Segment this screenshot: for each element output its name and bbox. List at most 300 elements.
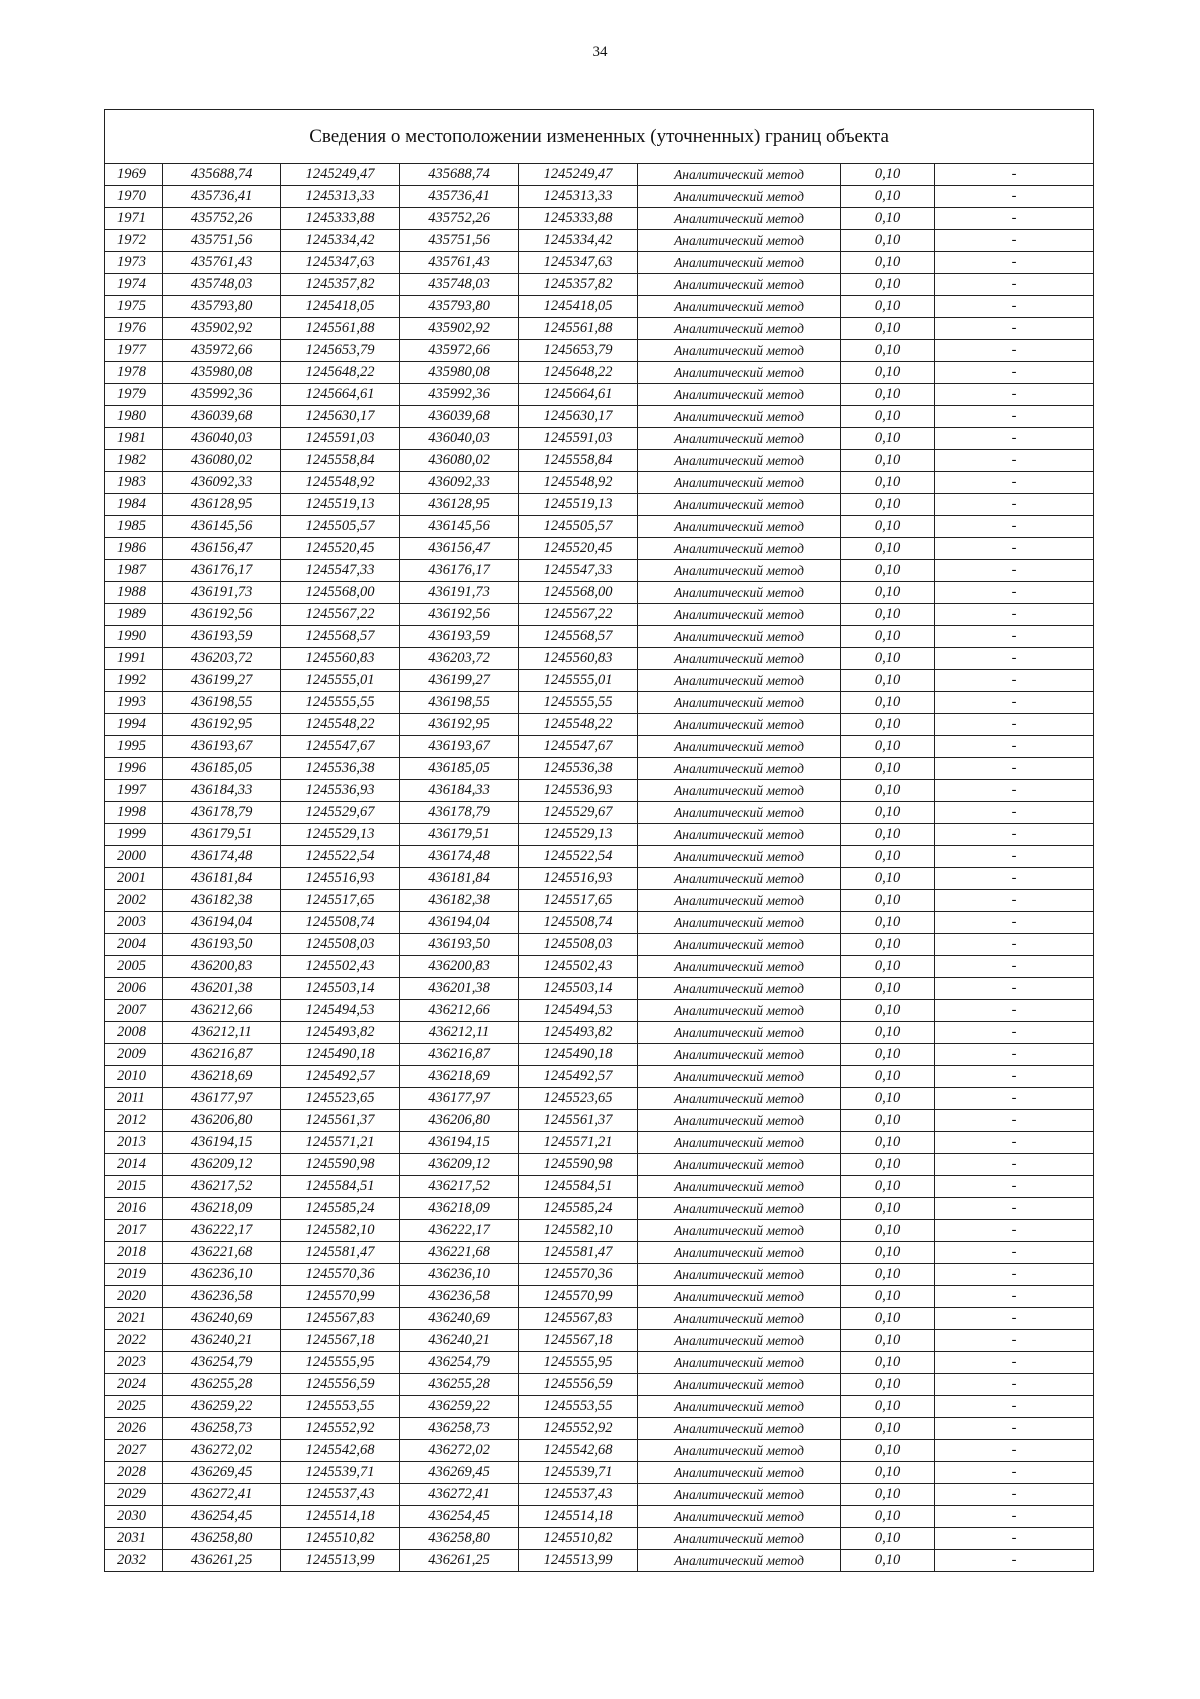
cell-note: - [935,1198,1094,1220]
cell-y-old: 1245548,22 [281,714,400,736]
cell-x-old: 435972,66 [163,340,281,362]
cell-method: Аналитический метод [638,252,841,274]
table-row [105,1264,1094,1286]
cell-note: - [935,1330,1094,1352]
cell-precision: 0,10 [841,780,935,802]
cell-y-old: 1245492,57 [281,1066,400,1088]
cell-y-old: 1245542,68 [281,1440,400,1462]
table-row [105,1308,1094,1330]
cell-precision: 0,10 [841,428,935,450]
cell-point-number: 2021 [105,1308,163,1330]
table-row [105,1396,1094,1418]
cell-note: - [935,802,1094,824]
page-number: 34 [592,44,608,60]
cell-y-old: 1245547,33 [281,560,400,582]
cell-precision: 0,10 [841,802,935,824]
cell-point-number: 2028 [105,1462,163,1484]
cell-x-new: 436222,17 [400,1220,519,1242]
cell-note: - [935,1132,1094,1154]
cell-precision: 0,10 [841,626,935,648]
cell-precision: 0,10 [841,1308,935,1330]
cell-x-old: 436200,83 [163,956,281,978]
table-row [105,1154,1094,1176]
cell-method: Аналитический метод [638,1506,841,1528]
cell-method: Аналитический метод [638,1242,841,1264]
table-row [105,450,1094,472]
cell-point-number: 2008 [105,1022,163,1044]
cell-precision: 0,10 [841,1110,935,1132]
cell-precision: 0,10 [841,1506,935,1528]
cell-point-number: 2012 [105,1110,163,1132]
cell-y-new: 1245536,93 [519,780,638,802]
table-row [105,1088,1094,1110]
cell-method: Аналитический метод [638,538,841,560]
cell-precision: 0,10 [841,472,935,494]
cell-y-new: 1245558,84 [519,450,638,472]
cell-precision: 0,10 [841,1176,935,1198]
cell-y-old: 1245537,43 [281,1484,400,1506]
cell-x-old: 436217,52 [163,1176,281,1198]
table-row [105,1440,1094,1462]
cell-precision: 0,10 [841,186,935,208]
cell-x-old: 436259,22 [163,1396,281,1418]
cell-point-number: 1998 [105,802,163,824]
cell-precision: 0,10 [841,406,935,428]
cell-point-number: 1972 [105,230,163,252]
cell-x-old: 436206,80 [163,1110,281,1132]
cell-x-old: 436272,41 [163,1484,281,1506]
cell-x-new: 436218,69 [400,1066,519,1088]
cell-precision: 0,10 [841,978,935,1000]
table-row [105,1528,1094,1550]
cell-x-old: 436209,12 [163,1154,281,1176]
table-row [105,208,1094,230]
cell-method: Аналитический метод [638,604,841,626]
cell-precision: 0,10 [841,1484,935,1506]
cell-precision: 0,10 [841,1374,935,1396]
cell-precision: 0,10 [841,494,935,516]
cell-method: Аналитический метод [638,1286,841,1308]
cell-note: - [935,1308,1094,1330]
cell-x-old: 436212,11 [163,1022,281,1044]
cell-x-new: 436272,41 [400,1484,519,1506]
cell-x-new: 436185,05 [400,758,519,780]
cell-y-old: 1245555,95 [281,1352,400,1374]
cell-y-new: 1245567,22 [519,604,638,626]
cell-x-old: 436236,58 [163,1286,281,1308]
cell-method: Аналитический метод [638,934,841,956]
cell-x-old: 436191,73 [163,582,281,604]
cell-precision: 0,10 [841,670,935,692]
table-row [105,1374,1094,1396]
cell-x-old: 435761,43 [163,252,281,274]
table-row [105,868,1094,890]
cell-x-old: 436178,79 [163,802,281,824]
cell-note: - [935,1462,1094,1484]
table-row [105,780,1094,802]
cell-method: Аналитический метод [638,692,841,714]
cell-note: - [935,758,1094,780]
cell-point-number: 2026 [105,1418,163,1440]
cell-y-old: 1245591,03 [281,428,400,450]
cell-note: - [935,274,1094,296]
cell-precision: 0,10 [841,1132,935,1154]
cell-y-old: 1245529,13 [281,824,400,846]
cell-point-number: 1974 [105,274,163,296]
cell-y-new: 1245493,82 [519,1022,638,1044]
table-row [105,1286,1094,1308]
cell-precision: 0,10 [841,758,935,780]
cell-precision: 0,10 [841,362,935,384]
cell-precision: 0,10 [841,340,935,362]
table-row [105,1462,1094,1484]
cell-method: Аналитический метод [638,1220,841,1242]
cell-note: - [935,362,1094,384]
table-row [105,934,1094,956]
cell-x-new: 436240,21 [400,1330,519,1352]
cell-y-new: 1245503,14 [519,978,638,1000]
cell-x-new: 436258,73 [400,1418,519,1440]
cell-point-number: 2022 [105,1330,163,1352]
cell-y-old: 1245555,55 [281,692,400,714]
cell-y-old: 1245567,83 [281,1308,400,1330]
table-row [105,1550,1094,1572]
cell-x-new: 435752,26 [400,208,519,230]
cell-method: Аналитический метод [638,428,841,450]
cell-x-new: 436178,79 [400,802,519,824]
cell-x-new: 435688,74 [400,164,519,186]
cell-x-old: 436039,68 [163,406,281,428]
cell-y-new: 1245571,21 [519,1132,638,1154]
table-row [105,560,1094,582]
cell-x-new: 436261,25 [400,1550,519,1572]
cell-point-number: 1990 [105,626,163,648]
cell-method: Аналитический метод [638,802,841,824]
cell-point-number: 2018 [105,1242,163,1264]
cell-method: Аналитический метод [638,1132,841,1154]
cell-x-old: 436174,48 [163,846,281,868]
cell-method: Аналитический метод [638,1308,841,1330]
cell-x-old: 435793,80 [163,296,281,318]
cell-point-number: 1992 [105,670,163,692]
table-row [105,1352,1094,1374]
cell-method: Аналитический метод [638,450,841,472]
cell-x-new: 436039,68 [400,406,519,428]
cell-point-number: 2009 [105,1044,163,1066]
cell-y-new: 1245568,00 [519,582,638,604]
cell-x-old: 436192,56 [163,604,281,626]
cell-y-old: 1245490,18 [281,1044,400,1066]
cell-method: Аналитический метод [638,978,841,1000]
cell-y-old: 1245552,92 [281,1418,400,1440]
cell-precision: 0,10 [841,1418,935,1440]
cell-note: - [935,494,1094,516]
cell-y-new: 1245513,99 [519,1550,638,1572]
cell-precision: 0,10 [841,824,935,846]
cell-method: Аналитический метод [638,1352,841,1374]
cell-point-number: 1984 [105,494,163,516]
cell-note: - [935,912,1094,934]
cell-y-new: 1245517,65 [519,890,638,912]
cell-note: - [935,1088,1094,1110]
cell-x-new: 436080,02 [400,450,519,472]
cell-note: - [935,450,1094,472]
cell-x-old: 436261,25 [163,1550,281,1572]
cell-note: - [935,252,1094,274]
cell-method: Аналитический метод [638,890,841,912]
cell-note: - [935,230,1094,252]
cell-point-number: 1971 [105,208,163,230]
cell-y-old: 1245508,74 [281,912,400,934]
cell-precision: 0,10 [841,296,935,318]
cell-y-old: 1245561,37 [281,1110,400,1132]
cell-method: Аналитический метод [638,164,841,186]
cell-y-new: 1245664,61 [519,384,638,406]
cell-precision: 0,10 [841,538,935,560]
cell-note: - [935,186,1094,208]
cell-y-new: 1245585,24 [519,1198,638,1220]
cell-x-new: 435980,08 [400,362,519,384]
table-row [105,1044,1094,1066]
cell-point-number: 1987 [105,560,163,582]
cell-method: Аналитический метод [638,1484,841,1506]
cell-precision: 0,10 [841,164,935,186]
cell-note: - [935,1110,1094,1132]
cell-y-new: 1245539,71 [519,1462,638,1484]
cell-method: Аналитический метод [638,780,841,802]
cell-y-new: 1245505,57 [519,516,638,538]
cell-method: Аналитический метод [638,186,841,208]
cell-x-old: 436258,73 [163,1418,281,1440]
cell-method: Аналитический метод [638,560,841,582]
cell-note: - [935,1352,1094,1374]
cell-y-old: 1245510,82 [281,1528,400,1550]
cell-y-new: 1245570,36 [519,1264,638,1286]
cell-note: - [935,604,1094,626]
cell-x-new: 436198,55 [400,692,519,714]
cell-precision: 0,10 [841,560,935,582]
cell-y-old: 1245503,14 [281,978,400,1000]
cell-point-number: 1979 [105,384,163,406]
cell-y-new: 1245556,59 [519,1374,638,1396]
cell-note: - [935,384,1094,406]
table-row [105,1484,1094,1506]
cell-y-new: 1245418,05 [519,296,638,318]
cell-y-new: 1245570,99 [519,1286,638,1308]
cell-x-new: 436193,50 [400,934,519,956]
cell-y-new: 1245582,10 [519,1220,638,1242]
cell-point-number: 1985 [105,516,163,538]
cell-x-new: 436212,11 [400,1022,519,1044]
cell-method: Аналитический метод [638,230,841,252]
cell-note: - [935,1528,1094,1550]
table-row [105,692,1094,714]
cell-precision: 0,10 [841,1330,935,1352]
cell-point-number: 2005 [105,956,163,978]
cell-note: - [935,978,1094,1000]
cell-y-old: 1245334,42 [281,230,400,252]
table-row [105,714,1094,736]
cell-note: - [935,1242,1094,1264]
cell-x-old: 435688,74 [163,164,281,186]
cell-y-old: 1245555,01 [281,670,400,692]
cell-x-new: 436206,80 [400,1110,519,1132]
cell-precision: 0,10 [841,1462,935,1484]
cell-y-old: 1245585,24 [281,1198,400,1220]
cell-x-new: 436254,45 [400,1506,519,1528]
cell-y-new: 1245567,83 [519,1308,638,1330]
table-row [105,1022,1094,1044]
cell-y-old: 1245502,43 [281,956,400,978]
cell-x-old: 436192,95 [163,714,281,736]
cell-x-new: 436176,17 [400,560,519,582]
cell-note: - [935,1506,1094,1528]
cell-x-new: 436181,84 [400,868,519,890]
cell-x-old: 436216,87 [163,1044,281,1066]
cell-precision: 0,10 [841,516,935,538]
cell-point-number: 1975 [105,296,163,318]
cell-method: Аналитический метод [638,1462,841,1484]
cell-y-old: 1245648,22 [281,362,400,384]
cell-y-old: 1245519,13 [281,494,400,516]
cell-x-old: 436181,84 [163,868,281,890]
cell-y-old: 1245347,63 [281,252,400,274]
cell-x-new: 436221,68 [400,1242,519,1264]
cell-point-number: 2010 [105,1066,163,1088]
cell-note: - [935,428,1094,450]
cell-y-new: 1245584,51 [519,1176,638,1198]
cell-note: - [935,1440,1094,1462]
cell-x-new: 435902,92 [400,318,519,340]
table-row [105,1330,1094,1352]
cell-y-old: 1245547,67 [281,736,400,758]
cell-x-old: 436145,56 [163,516,281,538]
cell-note: - [935,340,1094,362]
cell-y-old: 1245333,88 [281,208,400,230]
cell-precision: 0,10 [841,274,935,296]
cell-note: - [935,560,1094,582]
table-row [105,824,1094,846]
cell-point-number: 2030 [105,1506,163,1528]
cell-precision: 0,10 [841,912,935,934]
cell-point-number: 2000 [105,846,163,868]
cell-y-old: 1245548,92 [281,472,400,494]
cell-x-new: 436194,15 [400,1132,519,1154]
cell-y-old: 1245567,22 [281,604,400,626]
cell-precision: 0,10 [841,604,935,626]
cell-point-number: 2002 [105,890,163,912]
cell-y-new: 1245508,03 [519,934,638,956]
cell-method: Аналитический метод [638,1176,841,1198]
cell-x-old: 436254,45 [163,1506,281,1528]
cell-y-new: 1245630,17 [519,406,638,428]
table-row [105,1506,1094,1528]
table-row [105,472,1094,494]
cell-note: - [935,1286,1094,1308]
cell-precision: 0,10 [841,318,935,340]
cell-x-old: 436272,02 [163,1440,281,1462]
cell-note: - [935,296,1094,318]
cell-y-old: 1245514,18 [281,1506,400,1528]
cell-x-old: 436156,47 [163,538,281,560]
cell-y-new: 1245560,83 [519,648,638,670]
cell-method: Аналитический метод [638,472,841,494]
cell-y-new: 1245561,37 [519,1110,638,1132]
cell-y-new: 1245514,18 [519,1506,638,1528]
cell-x-old: 436179,51 [163,824,281,846]
cell-note: - [935,1022,1094,1044]
table-row [105,252,1094,274]
cell-point-number: 2015 [105,1176,163,1198]
cell-precision: 0,10 [841,648,935,670]
cell-y-new: 1245542,68 [519,1440,638,1462]
cell-point-number: 1993 [105,692,163,714]
cell-x-new: 436217,52 [400,1176,519,1198]
cell-x-new: 436236,58 [400,1286,519,1308]
cell-y-old: 1245536,93 [281,780,400,802]
cell-point-number: 1999 [105,824,163,846]
cell-x-new: 436255,28 [400,1374,519,1396]
cell-point-number: 2023 [105,1352,163,1374]
cell-note: - [935,1220,1094,1242]
cell-x-new: 436156,47 [400,538,519,560]
cell-method: Аналитический метод [638,670,841,692]
cell-y-old: 1245529,67 [281,802,400,824]
cell-note: - [935,956,1094,978]
cell-note: - [935,1374,1094,1396]
cell-note: - [935,736,1094,758]
cell-point-number: 2014 [105,1154,163,1176]
cell-y-old: 1245513,99 [281,1550,400,1572]
cell-x-new: 436200,83 [400,956,519,978]
cell-point-number: 2017 [105,1220,163,1242]
cell-y-new: 1245357,82 [519,274,638,296]
cell-note: - [935,1418,1094,1440]
cell-x-old: 436184,33 [163,780,281,802]
table-row [105,1418,1094,1440]
cell-y-old: 1245539,71 [281,1462,400,1484]
cell-y-old: 1245249,47 [281,164,400,186]
cell-point-number: 1994 [105,714,163,736]
cell-point-number: 2031 [105,1528,163,1550]
cell-x-new: 436209,12 [400,1154,519,1176]
table-row [105,670,1094,692]
cell-method: Аналитический метод [638,1066,841,1088]
cell-y-old: 1245584,51 [281,1176,400,1198]
cell-y-new: 1245249,47 [519,164,638,186]
table-row [105,296,1094,318]
cell-x-old: 436222,17 [163,1220,281,1242]
cell-point-number: 2027 [105,1440,163,1462]
cell-y-old: 1245560,83 [281,648,400,670]
cell-method: Аналитический метод [638,340,841,362]
cell-x-old: 436198,55 [163,692,281,714]
cell-x-new: 436191,73 [400,582,519,604]
cell-precision: 0,10 [841,890,935,912]
cell-point-number: 2016 [105,1198,163,1220]
table-row [105,274,1094,296]
boundary-coordinates-table [104,109,1094,1572]
cell-note: - [935,1264,1094,1286]
cell-x-new: 435992,36 [400,384,519,406]
cell-method: Аналитический метод [638,648,841,670]
cell-x-new: 436193,59 [400,626,519,648]
cell-x-old: 435751,56 [163,230,281,252]
cell-x-old: 436193,67 [163,736,281,758]
cell-x-new: 436182,38 [400,890,519,912]
cell-y-new: 1245648,22 [519,362,638,384]
cell-y-new: 1245508,74 [519,912,638,934]
